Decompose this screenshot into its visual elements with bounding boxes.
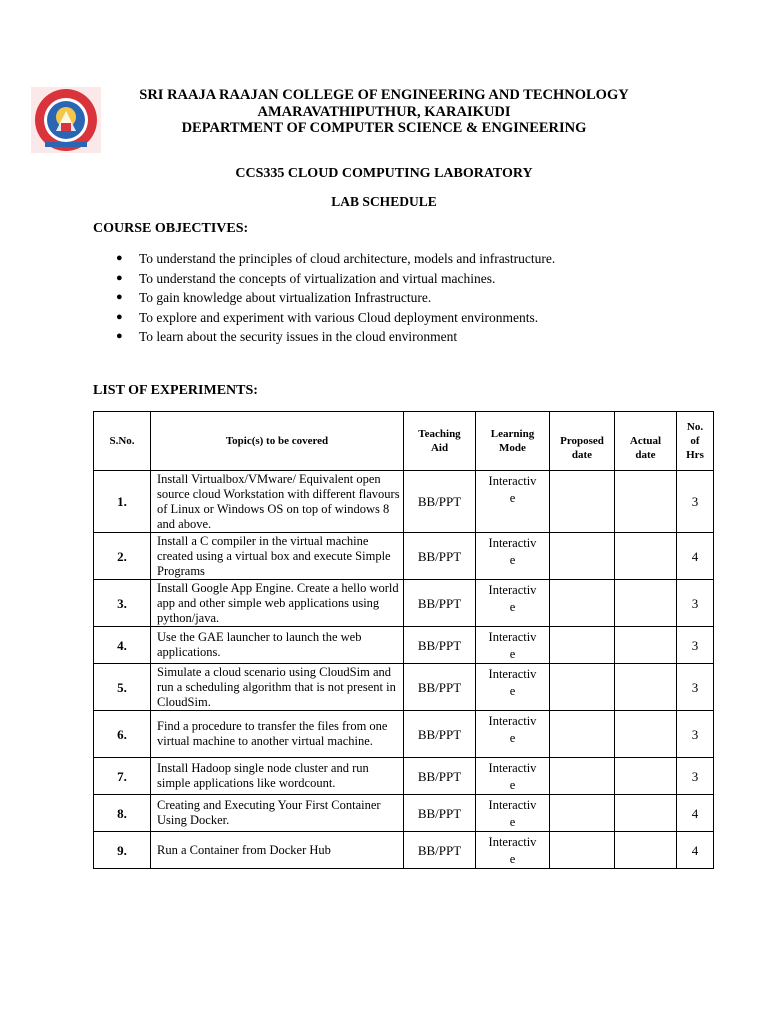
row-topic: Use the GAE launcher to launch the web applications. — [151, 627, 404, 664]
row-teaching-aid: BB/PPT — [404, 580, 476, 627]
row-proposed-date — [550, 795, 615, 832]
row-sno: 8. — [94, 795, 151, 832]
row-actual-date — [615, 533, 677, 580]
course-title: CCS335 CLOUD COMPUTING LABORATORY — [235, 166, 533, 181]
row-teaching-aid: BB/PPT — [404, 471, 476, 533]
row-topic: Find a procedure to transfer the files from one virtual machine to another virtual machine. — [151, 711, 404, 758]
row-sno: 3. — [94, 580, 151, 627]
row-learning-mode: Interactiv e — [476, 627, 550, 664]
row-proposed-date — [550, 664, 615, 711]
column-header-topic: Topic(s) to be covered — [151, 412, 404, 471]
row-topic: Creating and Executing Your First Container Using Docker. — [151, 795, 404, 832]
row-sno: 6. — [94, 711, 151, 758]
row-hours: 3 — [677, 471, 714, 533]
college-location: AMARAVATHIPUTHUR, KARAIKUDI — [257, 103, 511, 120]
row-sno: 7. — [94, 758, 151, 795]
row-topic: Install a C compiler in the virtual machine created using a virtual box and execute Simple Programs — [151, 533, 404, 580]
row-proposed-date — [550, 832, 615, 869]
row-sno: 9. — [94, 832, 151, 869]
row-learning-mode: Interactiv e — [476, 533, 550, 580]
row-topic: Install Google App Engine. Create a hello world app and other simple web applications using python/java. — [151, 580, 404, 627]
row-topic: Install Virtualbox/VMware/ Equivalent open source cloud Workstation with different flavours of Linux or Windows OS on top of windows 8 and above. — [151, 471, 404, 533]
row-learning-mode: Interactiv e — [476, 758, 550, 795]
bullet-icon: ● — [116, 291, 123, 304]
row-topic: Run a Container from Docker Hub — [151, 832, 404, 869]
row-actual-date — [615, 627, 677, 664]
row-hours: 4 — [677, 795, 714, 832]
column-header-actual-date: Actual date — [615, 412, 677, 471]
row-hours: 3 — [677, 580, 714, 627]
row-actual-date — [615, 758, 677, 795]
column-header-hours: No. of Hrs — [677, 412, 714, 471]
list-item: ● To understand the principles of cloud architecture, models and infrastructure. — [116, 249, 555, 269]
row-actual-date — [615, 664, 677, 711]
row-actual-date — [615, 711, 677, 758]
row-hours: 4 — [677, 533, 714, 580]
row-sno: 2. — [94, 533, 151, 580]
list-item: ● To learn about the security issues in the cloud environment — [116, 327, 555, 347]
experiments-heading: LIST OF EXPERIMENTS: — [93, 383, 258, 398]
row-sno: 4. — [94, 627, 151, 664]
row-proposed-date — [550, 580, 615, 627]
table-row — [94, 832, 714, 869]
list-item: ● To gain knowledge about virtualization Infrastructure. — [116, 288, 555, 308]
list-item: ● To understand the concepts of virtualization and virtual machines. — [116, 269, 555, 289]
row-hours: 4 — [677, 832, 714, 869]
row-learning-mode: Interactiv e — [476, 580, 550, 627]
row-sno: 1. — [94, 471, 151, 533]
row-teaching-aid: BB/PPT — [404, 711, 476, 758]
row-teaching-aid: BB/PPT — [404, 533, 476, 580]
row-sno: 5. — [94, 664, 151, 711]
row-learning-mode: Interactiv e — [476, 832, 550, 869]
row-learning-mode: Interactiv e — [476, 711, 550, 758]
row-learning-mode: Interactiv e — [476, 471, 550, 533]
table-row — [94, 627, 714, 664]
row-learning-mode: Interactiv e — [476, 664, 550, 711]
table-row — [94, 711, 714, 758]
row-proposed-date — [550, 471, 615, 533]
table-header-row — [94, 412, 714, 471]
table-row — [94, 533, 714, 580]
department-name: DEPARTMENT OF COMPUTER SCIENCE & ENGINEERING — [181, 120, 587, 136]
row-hours: 3 — [677, 664, 714, 711]
bullet-icon: ● — [116, 310, 123, 323]
column-header-sno: S.No. — [94, 412, 151, 471]
row-hours: 3 — [677, 627, 714, 664]
column-header-proposed-date: Proposed date — [550, 412, 615, 471]
document-header — [100, 87, 668, 137]
table-row — [94, 471, 714, 533]
objectives-heading: COURSE OBJECTIVES: — [93, 221, 249, 236]
row-actual-date — [615, 471, 677, 533]
column-header-teaching-aid: Teaching Aid — [404, 412, 476, 471]
row-learning-mode: Interactiv e — [476, 795, 550, 832]
college-seal-icon — [31, 87, 101, 153]
row-teaching-aid: BB/PPT — [404, 627, 476, 664]
table-row — [94, 580, 714, 627]
college-name: SRI RAAJA RAAJAN COLLEGE OF ENGINEERING AND TECHNOLOGY — [139, 87, 629, 103]
row-teaching-aid: BB/PPT — [404, 832, 476, 869]
table-row — [94, 664, 714, 711]
schedule-title: LAB SCHEDULE — [331, 194, 437, 209]
row-proposed-date — [550, 627, 615, 664]
row-teaching-aid: BB/PPT — [404, 795, 476, 832]
experiments-table — [93, 411, 714, 869]
table-row — [94, 795, 714, 832]
row-topic: Simulate a cloud scenario using CloudSim and run a scheduling algorithm that is not present in CloudSim. — [151, 664, 404, 711]
row-hours: 3 — [677, 711, 714, 758]
row-proposed-date — [550, 533, 615, 580]
row-teaching-aid: BB/PPT — [404, 758, 476, 795]
list-item: ● To explore and experiment with various Cloud deployment environments. — [116, 308, 555, 328]
row-proposed-date — [550, 711, 615, 758]
row-actual-date — [615, 580, 677, 627]
bullet-icon: ● — [116, 252, 123, 264]
bullet-icon: ● — [116, 271, 123, 284]
row-proposed-date — [550, 758, 615, 795]
table-row — [94, 758, 714, 795]
column-header-learning-mode: Learning Mode — [476, 412, 550, 471]
objectives-list — [116, 249, 555, 347]
row-hours: 3 — [677, 758, 714, 795]
row-teaching-aid: BB/PPT — [404, 664, 476, 711]
row-actual-date — [615, 832, 677, 869]
row-topic: Install Hadoop single node cluster and run simple applications like wordcount. — [151, 758, 404, 795]
bullet-icon: ● — [116, 330, 123, 343]
row-actual-date — [615, 795, 677, 832]
